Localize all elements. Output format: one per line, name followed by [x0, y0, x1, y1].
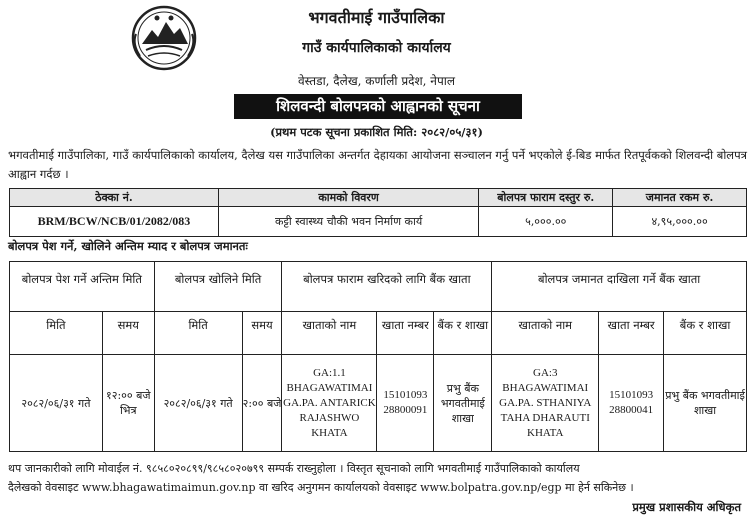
schedule-table: [9, 261, 747, 452]
submission-deadline-header: बोलपत्र पेश गर्ने अन्तिम मिति: [10, 262, 155, 312]
form-account-number-cell: 15101093 28800091: [377, 355, 434, 452]
bid-security-cell: ४,९५,०००.००: [613, 207, 747, 237]
opening-date-subheader: मिति: [154, 312, 242, 355]
form-account-name-cell: GA:1.1 BHAGAWATIMAI GA.PA. ANTARICK RAJASHWO KHATA: [282, 355, 377, 452]
security-bank-account-header: बोलपत्र जमानत दाखिला गर्ने बैंक खाता: [492, 262, 747, 312]
form-account-number-subheader: खाता नम्बर: [377, 312, 434, 355]
form-bank-account-header: बोलपत्र फाराम खरिदको लागि बैंक खाता: [282, 262, 492, 312]
security-account-name-subheader: खाताको नाम: [492, 312, 599, 355]
security-bank-branch-subheader: बैंक र शाखा: [664, 312, 747, 355]
intro-paragraph: भगवतीमाई गाउँपालिका, गाउँ कार्यपालिकाको कार्यालय, दैलेख यस गाउँपालिका अन्तर्गत देहायका आयोजना सञ्चालन गर्नु पर्ने भएकोले ई-बिड मार्फत रितपूर्वकको शिलवन्दी बोलपत्र आह्वान गर्दछ ।: [8, 148, 747, 181]
opening-time-cell: २:०० बजे: [242, 355, 282, 452]
form-fee-cell: ५,०००.००: [479, 207, 613, 237]
schedule-sub-header-row: [10, 312, 747, 355]
contract-no-cell: BRM/BCW/NCB/01/2082/083: [10, 207, 219, 237]
opening-date-cell: २०८२/०६/३१ गते: [154, 355, 242, 452]
security-account-name-cell: GA:3 BHAGAWATIMAI GA.PA. STHANIYA TAHA DHARAUTI KHATA: [492, 355, 599, 452]
submission-date-cell: २०८२/०६/३१ गते: [10, 355, 103, 452]
office-name: गाउँ कार्यपालिकाको कार्यालय: [302, 40, 451, 56]
contract-table: [9, 188, 747, 237]
footer-line-1: थप जानकारीको लागि मोवाईल नं. ९८५८०२०८९९/९८५८०२०७९९ सम्पर्क राख्नुहोला । विस्तृत सूचनाको लागि भगवतीमाई गाउँपालिकाको कार्यालय: [8, 462, 580, 475]
submission-date-subheader: मिति: [10, 312, 103, 355]
submission-time-cell: १२:०० बजे भित्र: [102, 355, 154, 452]
form-fee-header: बोलपत्र फाराम दस्तुर रु.: [479, 189, 613, 207]
submission-time-subheader: समय: [102, 312, 154, 355]
opening-date-header: बोलपत्र खोलिने मिति: [154, 262, 282, 312]
form-bank-branch-subheader: बैंक र शाखा: [434, 312, 492, 355]
work-description-header: कामको विवरण: [218, 189, 478, 207]
schedule-group-header-row: [10, 262, 747, 312]
contract-no-header: ठेक्का नं.: [10, 189, 219, 207]
organization-name: भगवतीमाई गाउँपालिका: [308, 8, 445, 27]
form-bank-branch-cell: प्रभु बैंक भगवतीमाई शाखा: [434, 355, 492, 452]
office-address: वेस्तडा, दैलेख, कर्णाली प्रदेश, नेपाल: [297, 74, 456, 88]
security-bank-branch-cell: प्रभु बैंक भगवतीमाई शाखा: [664, 355, 747, 452]
notice-title-banner: शिलवन्दी बोलपत्रको आह्वानको सूचना: [234, 94, 522, 119]
footer-contact-text: [8, 459, 748, 497]
security-account-number-subheader: खाता नम्बर: [599, 312, 664, 355]
security-account-number-cell: 15101093 28800041: [599, 355, 664, 452]
footer-line-2: दैलेखको वेवसाइट www.bhagawatimaimun.gov.np वा खरिद अनुगमन कार्यालयको वेवसाइट www.bolpatra.gov.np/egp मा हेर्न सकिनेछ ।: [8, 481, 634, 494]
work-description-cell: कट्टी स्वास्थ्य चौकी भवन निर्माण कार्य: [218, 207, 478, 237]
form-account-name-subheader: खाताको नाम: [282, 312, 377, 355]
bid-security-header: जमानत रकम रु.: [613, 189, 747, 207]
contract-table-header-row: [10, 189, 747, 207]
signatory-title: प्रमुख प्रशासकीय अधिकृत: [632, 500, 741, 514]
schedule-heading: बोलपत्र पेश गर्ने, खोलिने अन्तिम म्याद र बोलपत्र जमानतः: [8, 239, 248, 253]
table-row: [10, 207, 747, 237]
opening-time-subheader: समय: [242, 312, 282, 355]
table-row: [10, 355, 747, 452]
published-date-line: (प्रथम पटक सूचना प्रकाशित मिति: २०८२/०५/३१): [270, 125, 483, 139]
notice-header: [0, 0, 753, 100]
